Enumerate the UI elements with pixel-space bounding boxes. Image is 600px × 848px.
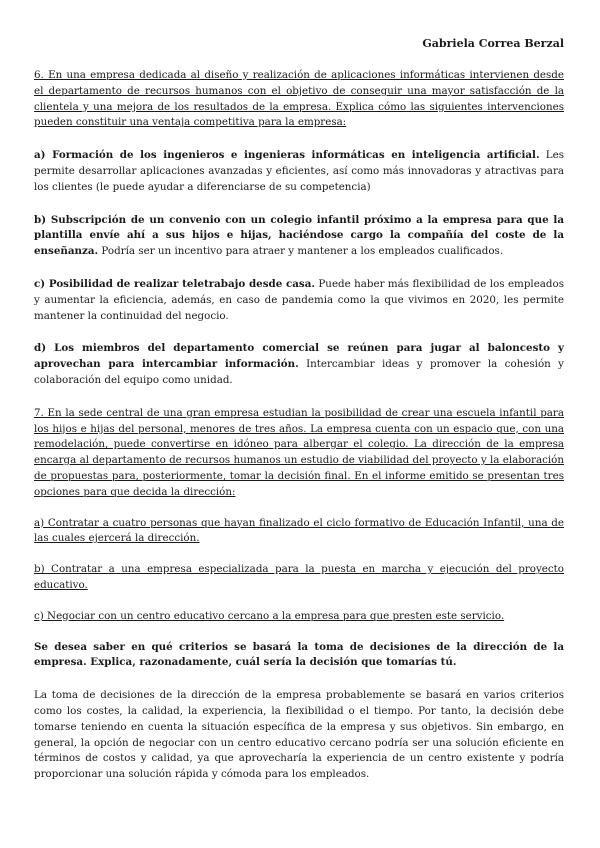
- q7-option-a: a) Contratar a cuatro personas que hayan finalizado el ciclo formativo de Educación Infantil, una de las cuales ejercerá la dirección.: [34, 516, 564, 545]
- q6-item-c-title: c) Posibilidad de realizar teletrabajo desde casa.: [34, 277, 315, 290]
- q6-item-b: [34, 213, 564, 260]
- q6-item-d: [34, 341, 564, 388]
- document-body: [34, 68, 564, 783]
- q7-question: Se desea saber en qué criterios se basará la toma de decisiones de la dirección de la empresa. Explica, razonadamente, cuál sería la decisión que tomarías tú.: [34, 640, 564, 669]
- q6-item-b-title: b) Subscripción de un convenio con un colegio infantil próximo a la empresa para que la plantilla envíe ahí a sus hijos e hijas, haciéndose cargo la compañía del coste de la enseñanza.: [34, 213, 564, 258]
- q7-option-c: c) Negociar con un centro educativo cercano a la empresa para que presten este servicio.: [34, 609, 505, 622]
- q6-item-c-text: Puede haber más flexibilidad de los empleados y aumentar la eficiencia, además, en caso de pandemia como la que vivimos en 2020, les permite mantener la continuidad del negocio.: [34, 277, 565, 322]
- q6-item-a: [34, 148, 564, 195]
- q6-item-b-text: Podría ser un incentivo para atraer y mantener a los empleados cualificados.: [98, 245, 504, 258]
- question-7-prompt: 7. En la sede central de una gran empresa estudian la posibilidad de crear una escuela infantil para los hijos e hijas del personal, menores de tres años. La empresa cuenta con un espacio que, con una remodelación, puede convertirse en idóneo para albergar el colegio. La dirección de la empresa encarga al departamento de recursos humanos un estudio de viabilidad del proyecto y la elaboración de propuestas para, posteriormente, tomar la decisión final. En el informe emitido se presentan tres opciones para que decida la dirección:: [34, 406, 564, 498]
- q7-answer: La toma de decisiones de la dirección de la empresa probablemente se basará en varios criterios como los costes, la calidad, la experiencia, la flexibilidad o el tiempo. Por tanto, la decisión debe tomarse teniendo en cuenta la situación específica de la empresa y sus objetivos. Sin embargo, en general, la opción de negociar con un centro educativo cercano podría ser una solución eficiente en términos de costos y calidad, ya que aprovecharía la experiencia de un centro existente y podría proporcionar una solución rápida y cómoda para los empleados.: [34, 689, 564, 781]
- author-name: Gabriela Correa Berzal: [422, 37, 564, 50]
- q6-item-c: [34, 277, 564, 324]
- q6-item-d-text: Intercambiar ideas y promover la cohesión y colaboración del equipo como unidad.: [34, 358, 564, 386]
- q7-option-b: b) Contratar a una empresa especializada para la puesta en marcha y ejecución del proyecto educativo.: [34, 563, 564, 591]
- q6-item-a-title: a) Formación de los ingenieros e ingenieras informáticas en inteligencia artificial.: [34, 149, 540, 162]
- question-6-prompt: 6. En una empresa dedicada al diseño y realización de aplicaciones informáticas intervienen desde el departamento de recursos humanos con el objetivo de conseguir una mayor satisfacción de la clientela y una mejora de los resultados de la empresa. Explica cómo las siguientes intervenciones pueden constituir una ventaja competitiva para la empresa:: [34, 69, 564, 129]
- q6-item-a-text: Les permite desarrollar aplicaciones avanzadas y eficientes, así como más innovadoras y atractivas para los clientes (le puede ayudar a diferenciarse de su competencia): [34, 149, 564, 193]
- q6-item-d-title: d) Los miembros del departamento comercial se reúnen para jugar al baloncesto y aprovechan para intercambiar información.: [34, 342, 564, 371]
